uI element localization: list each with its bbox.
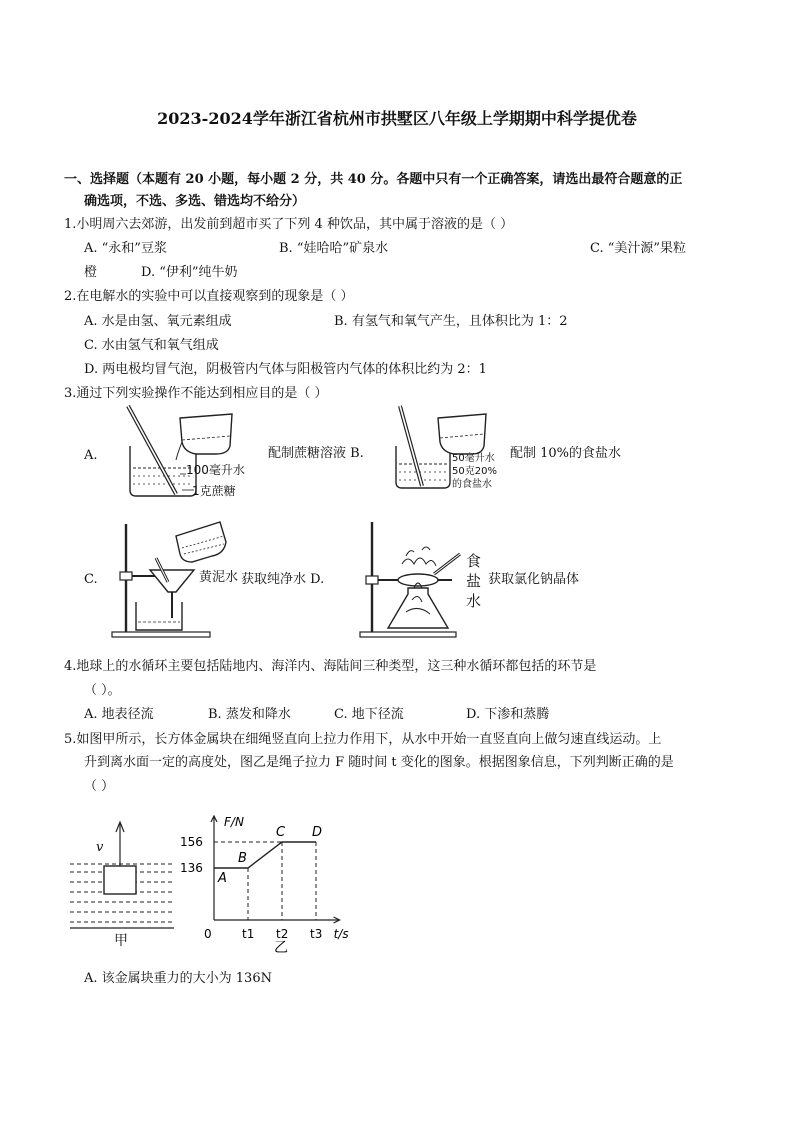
x-tick-label: t1 (242, 927, 255, 941)
q1-option-a: A. “永和”豆浆 (84, 241, 167, 256)
q5-paren: （ ） (84, 779, 115, 794)
q2-option-d: D. 两电极均冒气泡，阴极管内气体与阳极管内气体的体积比约为 2：1 (84, 362, 487, 377)
q3-option-a-label: A. (84, 448, 98, 463)
point-label-B: B (238, 851, 247, 866)
q1-option-b: B. “娃哈哈”矿泉水 (279, 241, 389, 256)
q1-option-c: C. “美汁源”果粒 (590, 241, 687, 256)
q2-option-a: A. 水是由氢、氧元素组成 (84, 314, 232, 329)
q1-stem: 1.小明周六去郊游，出发前到超市买了下列 4 种饮品，其中属于溶液的是（ ） (64, 217, 514, 232)
q2-stem: 2.在电解水的实验中可以直接观察到的现象是（ ） (64, 289, 354, 304)
figure-b-label-3: 的食盐水 (452, 479, 492, 490)
q4-option-d: D. 下渗和蒸腾 (466, 707, 550, 722)
section-heading-line1: 一、选择题（本题有 20 小题，每小题 2 分，共 40 分。各题中只有一个正确答案，请选出最符合题意的正 (64, 172, 683, 187)
figure-d-evaporation (356, 516, 466, 640)
q3-option-a-text: 配制蔗糖溶液 B. (268, 446, 364, 461)
q5-stem-line2: 升到离水面一定的高度处，图乙是绳子拉力 F 随时间 t 变化的图象。根据图象信息，下列判断正确的是 (84, 755, 674, 770)
section-heading-line2: 确选项，不选、多选、错选均不给分） (84, 194, 306, 209)
figure-c-label: 黄泥水 (199, 570, 239, 585)
q1-option-c-cont: 橙 (84, 265, 98, 280)
point-label-C: C (276, 825, 286, 840)
origin-label: 0 (204, 927, 212, 941)
y-axis-label: F/N (224, 815, 244, 829)
y-tick-label: 156 (180, 835, 203, 849)
q4-paren: （ ）。 (84, 683, 121, 698)
q1-option-d: D. “伊利”纯牛奶 (141, 265, 238, 280)
q3-option-d-text: 获取氯化钠晶体 (488, 572, 580, 587)
q3-option-c-label: C. (84, 572, 98, 587)
point-label-A: A (218, 871, 227, 886)
figure-a-water-label: 100毫升水 (186, 463, 245, 477)
q4-stem: 4.地球上的水循环主要包括陆地内、海洋内、海陆间三种类型，这三种水循环都包括的环节是 (64, 659, 597, 674)
figure-a-sugar-label: 1克蔗糖 (192, 484, 236, 498)
y-tick-label: 136 (180, 861, 203, 875)
figure-d-char-1: 食 (466, 552, 482, 570)
x-tick-label: t2 (276, 927, 289, 941)
figure-b-label-2: 50克20% (452, 466, 497, 477)
q2-option-b: B. 有氢气和氧气产生，且体积比为 1：2 (334, 314, 568, 329)
q4-option-b: B. 蒸发和降水 (208, 707, 291, 722)
point-label-D: D (312, 825, 323, 840)
figure-jia-caption: 甲 (114, 933, 128, 949)
x-axis-label: t/s (333, 927, 349, 941)
q4-option-c: C. 地下径流 (334, 707, 404, 722)
q3-stem: 3.通过下列实验操作不能达到相应目的是（ ） (64, 386, 328, 401)
x-tick-label: t3 (310, 927, 323, 941)
figure-b-label-1: 50毫升水 (452, 453, 495, 464)
q3-option-b-text: 配制 10%的食盐水 (510, 446, 622, 461)
q2-option-c: C. 水由氢气和氧气组成 (84, 338, 219, 353)
figure-jia-velocity-label: v (96, 840, 104, 855)
figure-yi-force-time-chart (170, 810, 370, 960)
figure-d-char-3: 水 (466, 592, 482, 610)
page-title: 2023-2024学年浙江省杭州市拱墅区八年级上学期期中科学提优卷 (157, 109, 637, 128)
q5-option-a: A. 该金属块重力的大小为 136N (84, 971, 272, 986)
figure-d-char-2: 盐 (466, 572, 482, 590)
series-line-F (214, 842, 316, 868)
q3-option-c-text: 获取纯净水 D. (241, 572, 325, 587)
q4-option-a: A. 地表径流 (84, 707, 154, 722)
figure-yi-caption: 乙 (274, 940, 288, 956)
q5-stem-line1: 5.如图甲所示，长方体金属块在细绳竖直向上拉力作用下，从水中开始一直竖直向上做匀速直线运动。上 (64, 732, 662, 747)
